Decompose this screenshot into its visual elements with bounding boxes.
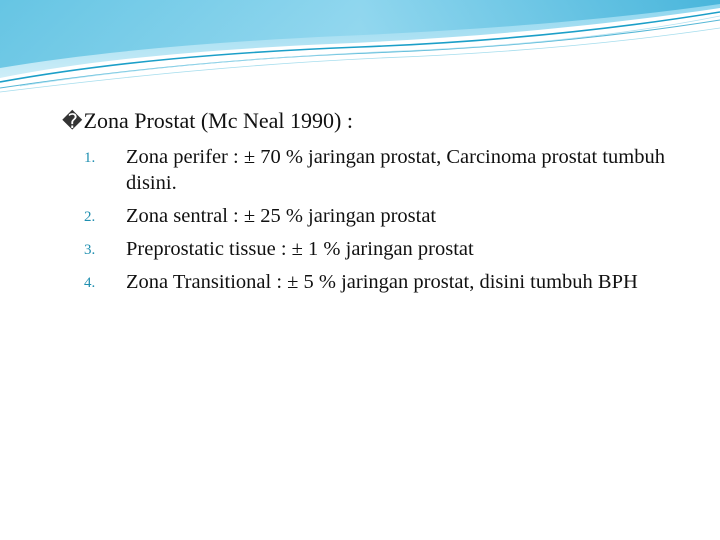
list-item [62, 269, 702, 295]
list-item [62, 203, 702, 229]
content-area [62, 106, 702, 302]
list-item-number: 1. [84, 150, 96, 166]
header-wave-decoration [0, 0, 720, 95]
list-item-number: 2. [84, 209, 96, 225]
list-item [62, 144, 702, 196]
list-item-text: Zona sentral : ± 25 % jaringan prostat [126, 205, 437, 227]
list-item-text: Zona perifer : ± 70 % jaringan prostat, Carcinoma prostat tumbuh disini. [126, 146, 665, 194]
slide-title [62, 106, 702, 136]
slide-title-text: Zona Prostat (Mc Neal 1990) : [83, 108, 353, 133]
title-bullet-icon: � [62, 109, 83, 133]
list-item-number: 3. [84, 242, 96, 258]
list-item-text: Preprostatic tissue : ± 1 % jaringan prostat [126, 238, 474, 260]
list-item-number: 4. [84, 275, 96, 291]
list-item-text: Zona Transitional : ± 5 % jaringan prostat, disini tumbuh BPH [126, 271, 638, 293]
list-item [62, 236, 702, 262]
numbered-list [62, 144, 702, 295]
